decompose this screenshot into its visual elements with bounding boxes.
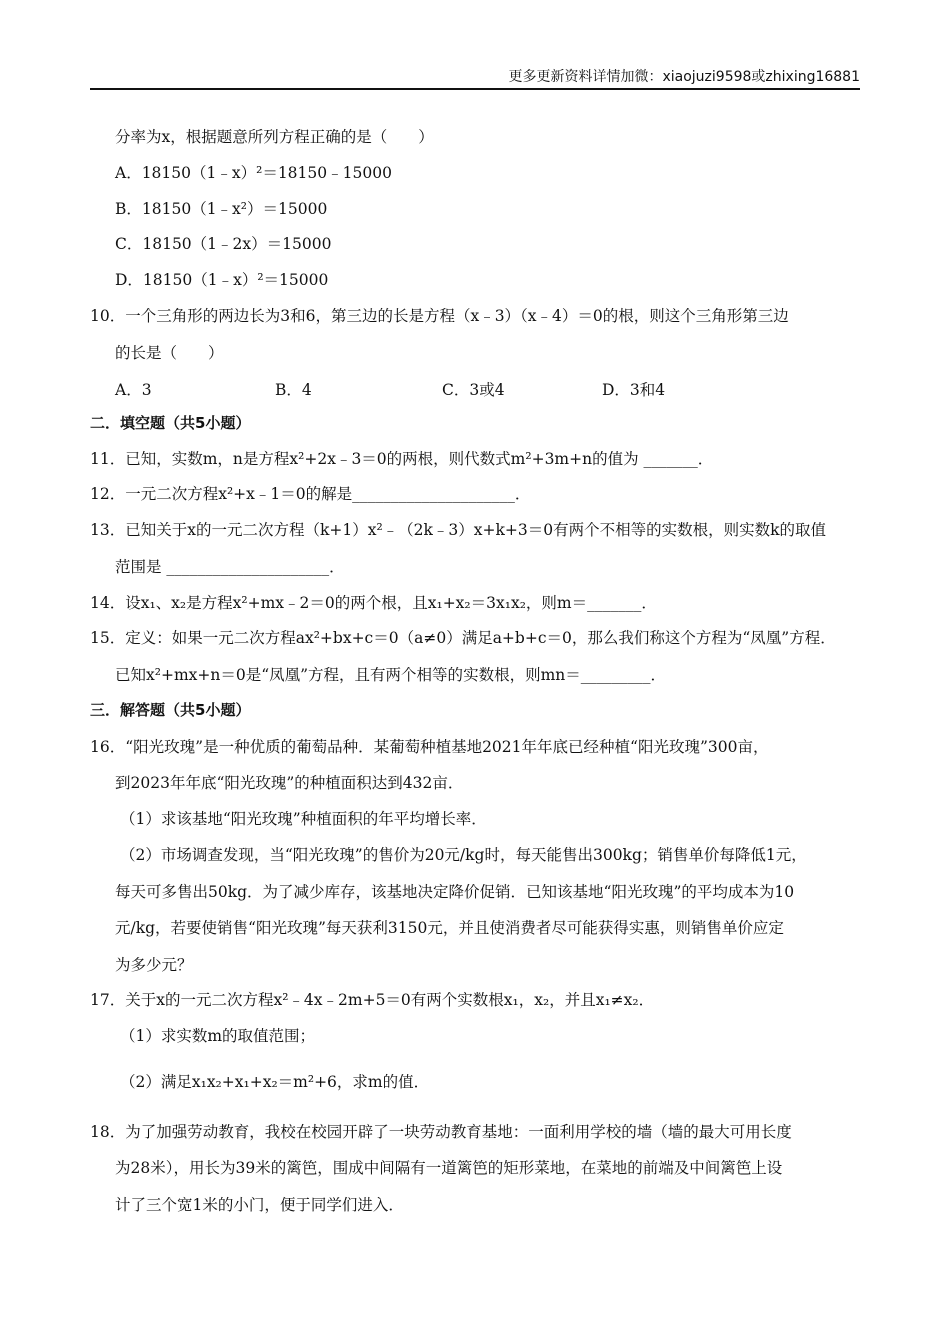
q18: 18．为了加强劳动教育，我校在校园开辟了一块劳动教育基地：一面利用学校的墙（墙的最大可用长度 <box>90 1123 792 1141</box>
page-header: 更多更新资料详情加微：xiaojuzi9598或zhixing16881 <box>90 68 860 90</box>
q10-option-c: C．3或4 <box>442 381 505 399</box>
q18-cont2: 计了三个宽1米的小门，便于同学们进入． <box>115 1196 404 1214</box>
q10-stem: 10．一个三角形的两边长为3和6，第三边的长是方程（x﹣3）（x﹣4）＝0的根，则这个三角形第三边 <box>90 307 789 325</box>
q17-part2: （2）满足x₁x₂+x₁+x₂＝m²+6，求m的值． <box>120 1073 430 1091</box>
q10-stem-cont: 的长是（ ） <box>115 344 224 362</box>
q17-part1: （1）求实数m的取值范围； <box>120 1027 316 1045</box>
q9-stem-cont: 分率为x，根据题意所列方程正确的是（ ） <box>115 128 434 146</box>
q9-option-a: A．18150（1﹣x）²＝18150﹣15000 <box>115 164 392 182</box>
q12: 12．一元二次方程x²+x﹣1＝0的解是_____________________． <box>90 485 531 503</box>
q13: 13．已知关于x的一元二次方程（k+1）x²﹣（2k﹣3）x+k+3＝0有两个不相等的实数根，则实数k的取值 <box>90 521 827 539</box>
q10-option-b: B．4 <box>275 381 312 399</box>
q10-option-d: D．3和4 <box>602 381 666 399</box>
q9-option-d: D．18150（1﹣x）²＝15000 <box>115 271 329 289</box>
q11: 11．已知，实数m，n是方程x²+2x﹣3＝0的两根，则代数式m²+3m+n的值为 _______． <box>90 450 714 468</box>
q9-option-c: C．18150（1﹣2x）＝15000 <box>115 235 332 253</box>
q17: 17．关于x的一元二次方程x²﹣4x﹣2m+5＝0有两个实数根x₁，x₂，并且x₁≠x₂． <box>90 991 655 1009</box>
q13-cont: 范围是 _____________________． <box>115 558 345 576</box>
q14: 14．设x₁、x₂是方程x²+mx﹣2＝0的两个根，且x₁+x₂＝3x₁x₂，则m＝_______． <box>90 594 657 612</box>
q15: 15．定义：如果一元二次方程ax²+bx+c＝0（a≠0）满足a+b+c＝0，那么我们称这个方程为“凤凰”方程． <box>90 629 836 647</box>
q10-option-a: A．3 <box>115 381 152 399</box>
q9-option-b: B．18150（1﹣x²）＝15000 <box>115 200 328 218</box>
q16-part1: （1）求该基地“阳光玫瑰”种植面积的年平均增长率． <box>120 810 487 828</box>
q18-cont1: 为28米），用长为39米的篱笆，围成中间隔有一道篱笆的矩形菜地，在菜地的前端及中间篱笆上设 <box>115 1159 783 1177</box>
q16: 16．“阳光玫瑰”是一种优质的葡萄品种．某葡萄种植基地2021年年底已经种植“阳光玫瑰”300亩， <box>90 738 769 756</box>
q16-part2: （2）市场调查发现，当“阳光玫瑰”的售价为20元/kg时，每天能售出300kg；销售单价每降低1元， <box>120 846 807 864</box>
section-fill-blank: 二．填空题（共5小题） <box>90 414 251 432</box>
q16-part2-cont2: 元/kg，若要使销售“阳光玫瑰”每天获利3150元，并且使消费者尽可能获得实惠，则销售单价应定 <box>115 919 784 937</box>
q16-cont: 到2023年年底“阳光玫瑰”的种植面积达到432亩． <box>115 774 464 792</box>
section-answer: 三．解答题（共5小题） <box>90 701 251 719</box>
q15-cont: 已知x²+mx+n＝0是“凤凰”方程，且有两个相等的实数根，则mn＝_________． <box>115 666 666 684</box>
q16-part2-cont1: 每天可多售出50kg．为了减少库存，该基地决定降价促销．已知该基地“阳光玫瑰”的平均成本为10 <box>115 883 795 901</box>
q16-part2-cont3: 为多少元？ <box>115 956 193 974</box>
